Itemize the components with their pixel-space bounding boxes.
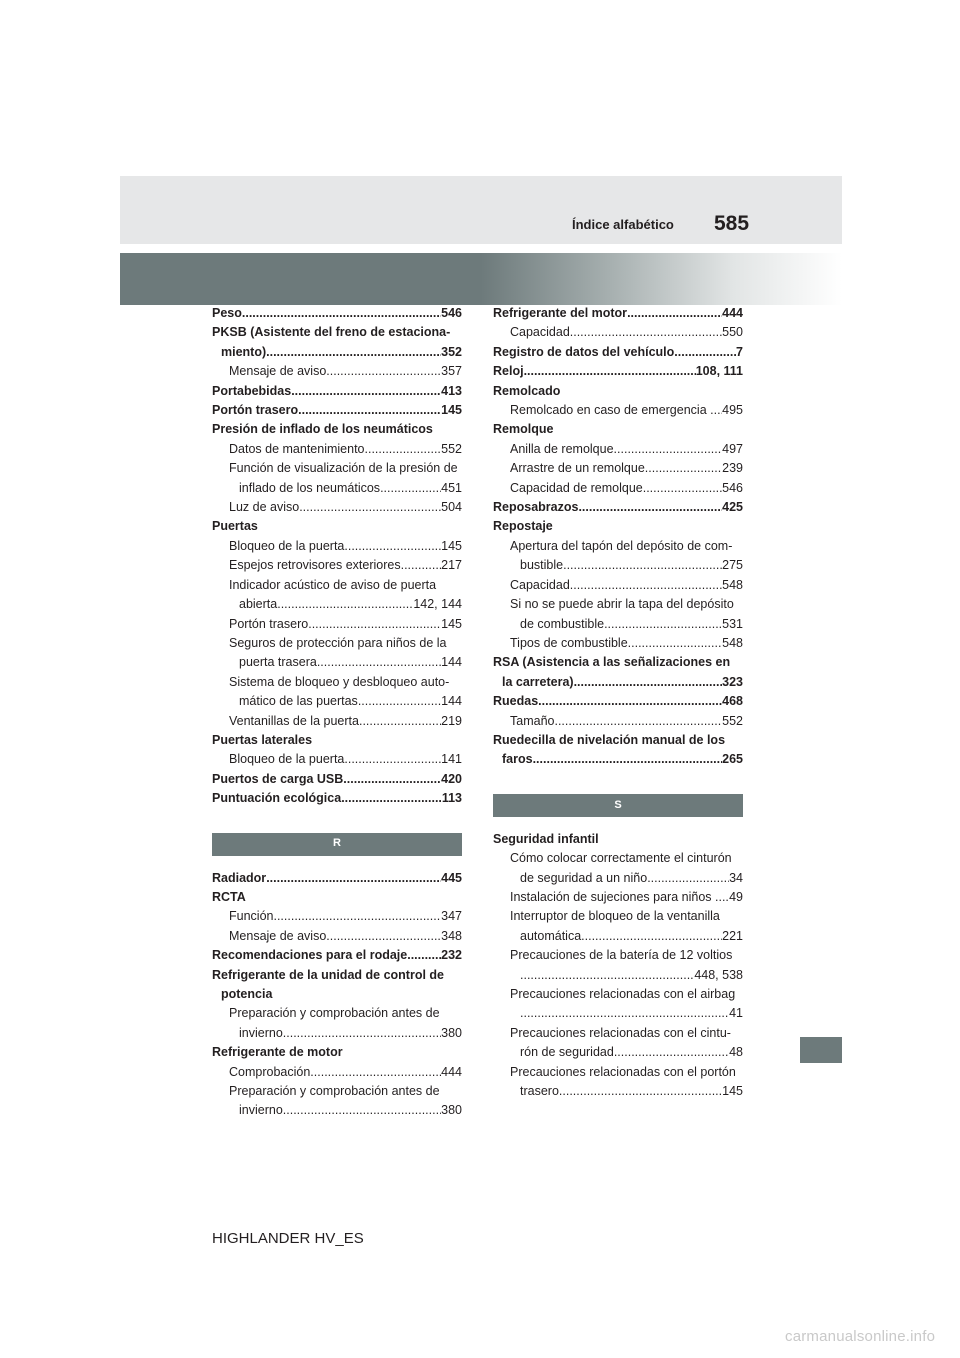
index-entry: Refrigerante de la unidad de control de (212, 967, 444, 982)
index-subentry: Datos de mantenimiento ..... 552 (212, 440, 462, 459)
chapter-tab-marker (800, 1037, 842, 1063)
index-subentry: Cómo colocar correctamente el cinturón (510, 851, 732, 866)
index-subentry: Tipos de combustible ..... 548 (493, 634, 743, 653)
index-subentry: Capacidad ..... 548 (493, 576, 743, 595)
footer-model-label: HIGHLANDER HV_ES (212, 1230, 364, 1247)
index-subentry: Remolcado en caso de emergencia . ..... 495 (493, 401, 743, 420)
index-subentry: abierta ..... 142, 144 (212, 595, 462, 614)
index-entry: RCTA (212, 889, 246, 904)
index-subentry: Función ..... 347 (212, 907, 462, 926)
index-subentry: Instalación de sujeciones para niños .. ..... 49 (493, 888, 743, 907)
index-subentry: trasero ..... 145 (493, 1082, 743, 1101)
index-entry: potencia (221, 987, 273, 1001)
index-subentry: Mensaje de aviso ..... 348 (212, 927, 462, 946)
index-subentry: automática ..... 221 (493, 927, 743, 946)
index-entry: Puertas laterales (212, 732, 313, 747)
index-subentry: Luz de aviso ..... 504 (212, 498, 462, 517)
index-entry: Ruedecilla de nivelación manual de los (493, 732, 726, 747)
index-entry: RSA (Asistencia a las señalizaciones en (493, 655, 731, 670)
index-entry: Remolque (493, 422, 554, 437)
section-letter-bar-r: R (212, 833, 462, 856)
index-entry: Refrigerante de motor (212, 1045, 343, 1060)
index-subentry: Función de visualización de la presión de (229, 461, 458, 476)
index-subentry: invierno ..... 380 (212, 1101, 462, 1120)
index-entry: Puntuación ecológica ..... 113 (212, 789, 462, 808)
header-banner (120, 253, 842, 305)
index-column-left (212, 304, 462, 1121)
index-subentry: Capacidad ..... 550 (493, 323, 743, 342)
index-subentry: Tamaño ..... 552 (493, 712, 743, 731)
index-subentry: Precauciones de la batería de 12 voltios (510, 948, 733, 963)
index-subentry: Precauciones relacionadas con el portón (510, 1064, 736, 1079)
index-entry: Refrigerante del motor ..... 444 (493, 304, 743, 323)
index-entry: Radiador ..... 445 (212, 869, 462, 888)
index-subentry: Ventanillas de la puerta ..... 219 (212, 712, 462, 731)
index-subentry: Espejos retrovisores exteriores ..... 217 (212, 556, 462, 575)
index-subentry: Bloqueo de la puerta ..... 145 (212, 537, 462, 556)
index-entry: Portabebidas ..... 413 (212, 382, 462, 401)
index-entry: Remolcado (493, 383, 561, 398)
index-entry: Portón trasero ..... 145 (212, 401, 462, 420)
index-entry: Ruedas ..... 468 (493, 692, 743, 711)
index-subentry: Precauciones relacionadas con el airbag (510, 987, 736, 1001)
index-subentry: invierno ..... 380 (212, 1024, 462, 1043)
index-entry: Repostaje (493, 519, 553, 534)
index-subentry: Bloqueo de la puerta ..... 141 (212, 750, 462, 769)
index-subentry: Preparación y comprobación antes de (229, 1006, 440, 1021)
index-subentry: puerta trasera ..... 144 (212, 653, 462, 672)
index-entry: Reposabrazos ..... 425 (493, 498, 743, 517)
index-subentry: Mensaje de aviso ..... 357 (212, 362, 462, 381)
page-number: 585 (714, 212, 750, 235)
index-subentry: Portón trasero ..... 145 (212, 615, 462, 634)
index-subentry: Precauciones relacionadas con el cintu- (510, 1025, 731, 1040)
index-entry: la carretera) ..... 323 (493, 673, 743, 692)
index-subentry: Apertura del tapón del depósito de com- (510, 538, 733, 553)
watermark-text: carmanualsonline.info (785, 1328, 936, 1345)
index-subentry: Anilla de remolque ..... 497 (493, 440, 743, 459)
index-entry: miento) ..... 352 (212, 343, 462, 362)
index-subentry: mático de las puertas ..... 144 (212, 692, 462, 711)
index-subentry: Indicador acústico de aviso de puerta (229, 577, 437, 592)
index-entry: Recomendaciones para el rodaje ..... 232 (212, 946, 462, 965)
index-subentry: Preparación y comprobación antes de (229, 1084, 440, 1099)
section-title: Índice alfabético (572, 217, 674, 232)
index-subentry: Arrastre de un remolque ..... 239 (493, 459, 743, 478)
index-subentry: Sistema de bloqueo y desbloqueo auto- (229, 674, 450, 689)
index-subentry: Comprobación ..... 444 (212, 1063, 462, 1082)
index-entry: Seguridad infantil (493, 831, 599, 846)
index-subentry: ..... 448, 538 (493, 966, 743, 985)
index-entry: faros ..... 265 (493, 750, 743, 769)
index-entry: Puertos de carga USB ..... 420 (212, 770, 462, 789)
index-entry: Puertas (212, 519, 258, 534)
index-entry: Presión de inflado de los neumáticos (212, 422, 433, 437)
index-entry: Registro de datos del vehículo ..... 7 (493, 343, 743, 362)
index-subentry: ..... 41 (493, 1004, 743, 1023)
index-subentry: bustible ..... 275 (493, 556, 743, 575)
index-entry: PKSB (Asistente del freno de estaciona- (212, 325, 451, 340)
index-subentry: Capacidad de remolque ..... 546 (493, 479, 743, 498)
section-letter-bar-s: S (493, 794, 743, 817)
index-subentry: de seguridad a un niño ..... 34 (493, 869, 743, 888)
index-entry: Peso ..... 546 (212, 304, 462, 323)
index-entry: Reloj ..... 108, 111 (493, 362, 743, 381)
index-subentry: rón de seguridad ..... 48 (493, 1043, 743, 1062)
index-column-right (493, 304, 743, 1101)
index-subentry: inflado de los neumáticos ..... 451 (212, 479, 462, 498)
index-subentry: Interruptor de bloqueo de la ventanilla (510, 909, 720, 924)
index-subentry: de combustible ..... 531 (493, 615, 743, 634)
index-subentry: Si no se puede abrir la tapa del depósito (510, 597, 734, 612)
index-subentry: Seguros de protección para niños de la (229, 635, 447, 650)
